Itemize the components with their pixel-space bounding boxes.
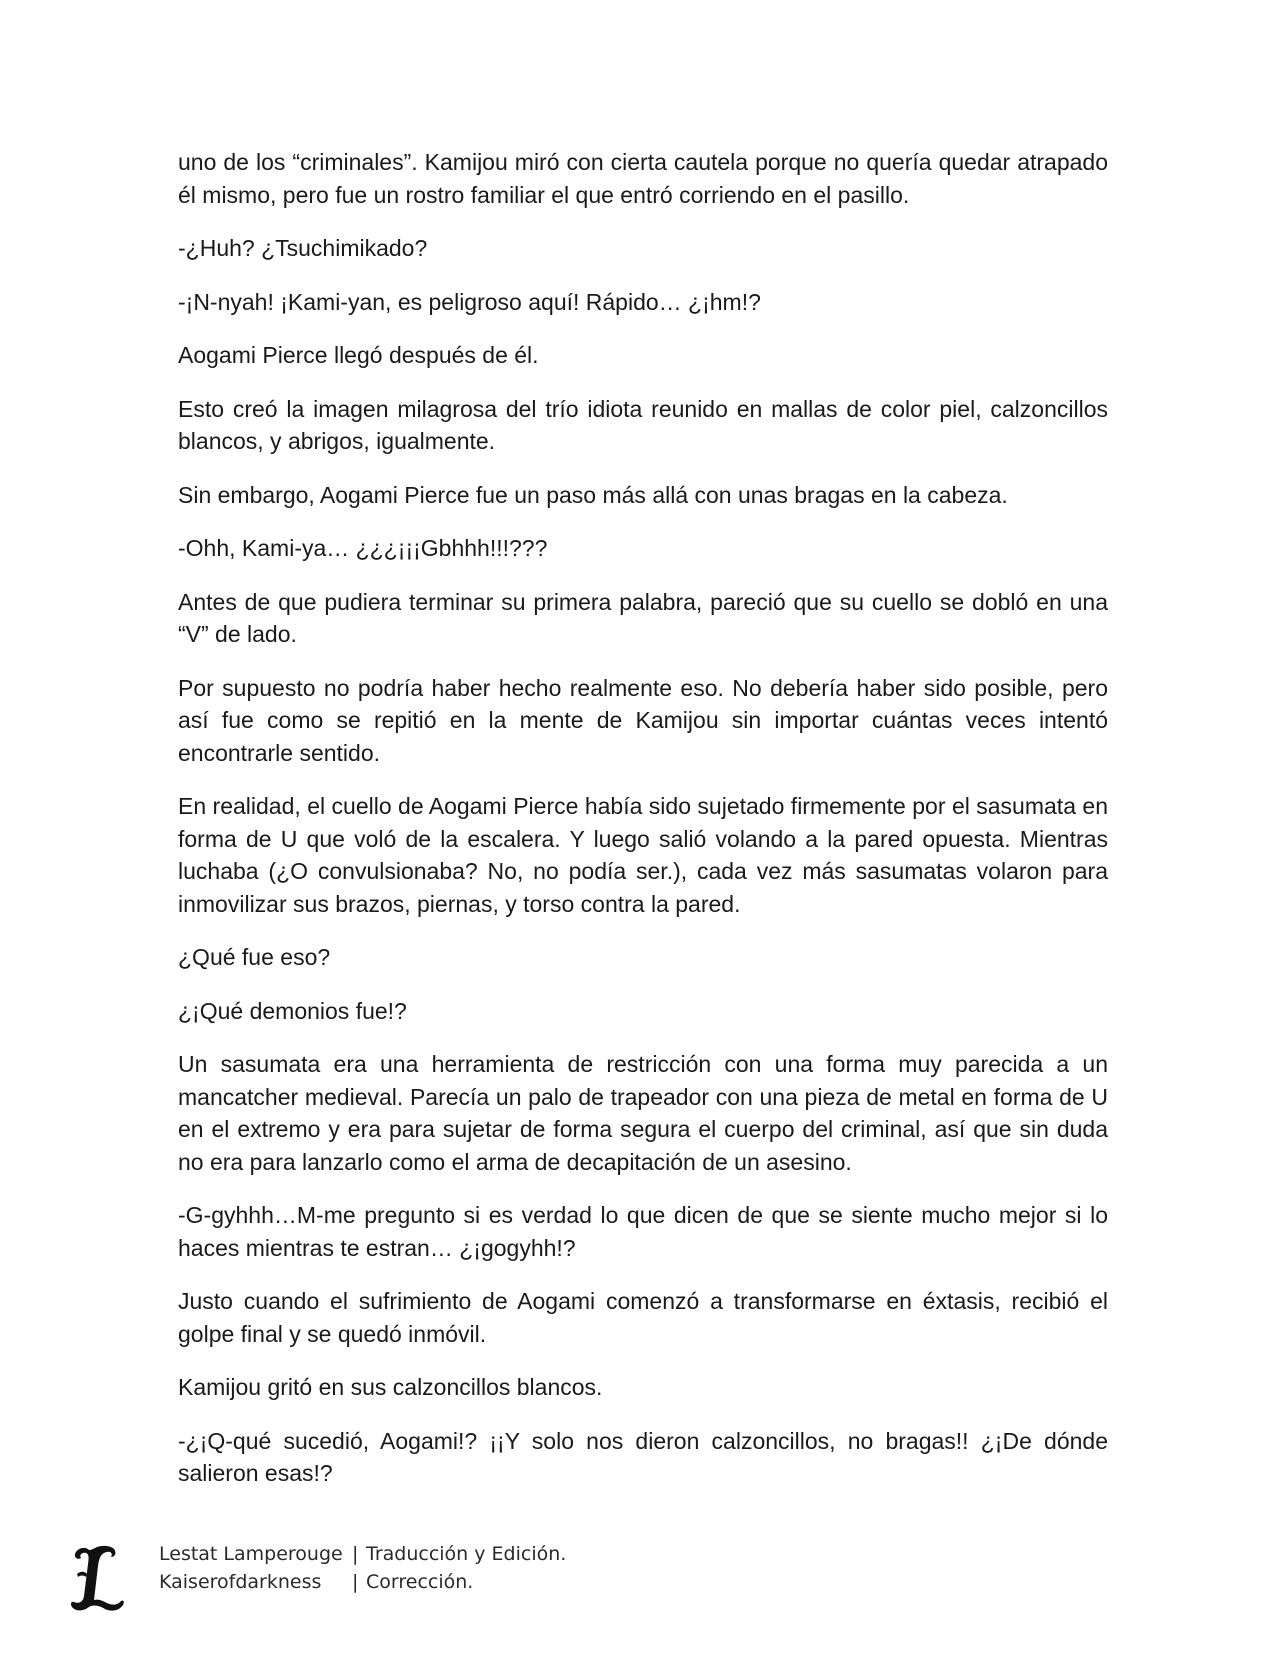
credit-separator: | (352, 1543, 359, 1565)
paragraph: Kamijou gritó en sus calzoncillos blancos. (178, 1374, 603, 1400)
paragraph: -Ohh, Kami-ya… ¿¿¿¡¡¡Gbhhh!!!??? (178, 535, 548, 561)
paragraph: -G-gyhhh…M-me pregunto si es verdad lo que dicen de que se siente mucho mejor si lo haces mientras te estran… ¿¡gogyhh!? (178, 1202, 1108, 1261)
paragraph: Esto creó la imagen milagrosa del trío idiota reunido en mallas de color piel, calzoncillos blancos, y abrigos, igualmente. (178, 395, 1108, 454)
document-body (178, 146, 1108, 1511)
page-footer (60, 1540, 760, 1640)
paragraph: ¿Qué fue eso? (178, 944, 331, 970)
credit-name: Kaiserofdarkness (159, 1571, 322, 1593)
paragraph: En realidad, el cuello de Aogami Pierce había sido sujetado firmemente por el sasumata en forma de U que voló de la escalera. Y luego salió volando a la pared opuesta. Mientras luchaba (¿O convulsionaba? No, no podía ser.), cada vez más sasumatas volaron para inmovilizar sus brazos, piernas, y torso contra la pared. (178, 793, 1108, 917)
paragraph: Un sasumata era una herramienta de restricción con una forma muy parecida a un mancatcher medieval. Parecía un palo de trapeador con una pieza de metal en forma de U en el extremo y era para sujetar de forma segura el cuerpo del criminal, así que sin duda no era para lanzarlo como el arma de decapitación de un asesino. (178, 1051, 1108, 1175)
credit-name: Lestat Lamperouge (159, 1543, 343, 1565)
credit-row-translator (159, 1540, 566, 1568)
paragraph: Aogami Pierce llegó después de él. (178, 342, 539, 368)
credit-role: Traducción y Edición. (366, 1543, 567, 1565)
credit-separator: | (352, 1571, 359, 1593)
credits-block (159, 1540, 566, 1596)
paragraph: Sin embargo, Aogami Pierce fue un paso más allá con unas bragas en la cabeza. (178, 481, 1008, 508)
paragraph: ¿¡Qué demonios fue!? (178, 997, 407, 1024)
paragraph: uno de los “criminales”. Kamijou miró con cierta cautela porque no quería quedar atrapado él mismo, pero fue un rostro familiar el que entró corriendo en el pasillo. (178, 149, 1108, 208)
paragraph: -¿Huh? ¿Tsuchimikado? (178, 235, 428, 261)
credit-role: Corrección. (366, 1571, 474, 1593)
paragraph: Por supuesto no podría haber hecho realmente eso. No debería haber sido posible, pero así fue como se repitió en la mente de Kamijou sin importar cuántas veces intentó encontrarle sentido. (178, 674, 1108, 766)
paragraph: Justo cuando el sufrimiento de Aogami comenzó a transformarse en éxtasis, recibió el golpe final y se quedó inmóvil. (178, 1288, 1108, 1347)
paragraph: -¿¡Q-qué sucedió, Aogami!? ¡¡Y solo nos dieron calzoncillos, no bragas!! ¿¡De dónde salieron esas!? (178, 1427, 1108, 1486)
credit-row-proofreader (159, 1568, 566, 1596)
paragraph: Antes de que pudiera terminar su primera palabra, pareció que su cuello se dobló en una “V” de lado. (178, 588, 1108, 647)
paragraph: -¡N-nyah! ¡Kami-yan, es peligroso aquí! Rápido… ¿¡hm!? (178, 288, 761, 315)
gothic-l-logo-icon (67, 1544, 129, 1616)
